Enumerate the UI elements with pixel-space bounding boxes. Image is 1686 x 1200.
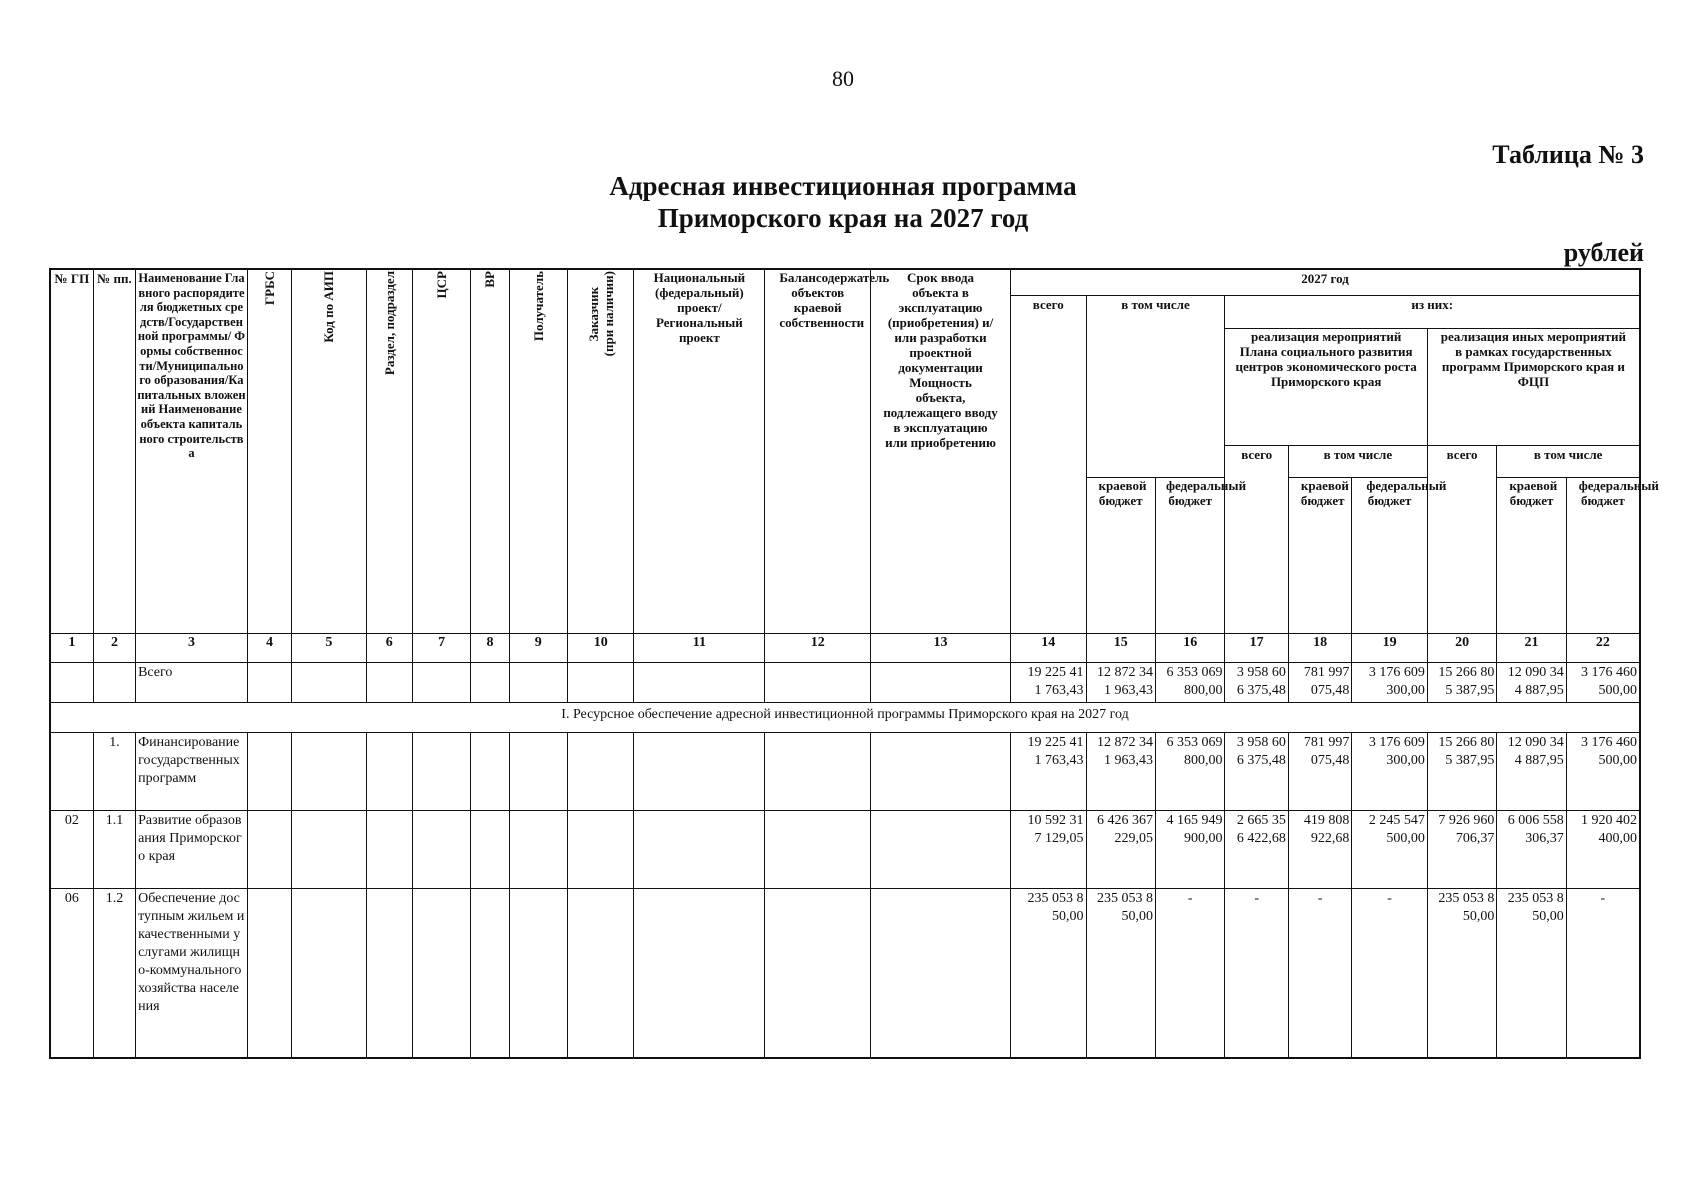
header-poluchatel: Получатель — [530, 271, 546, 342]
header-federalny-total: федеральный бюджет — [1155, 477, 1224, 633]
row1-v1-line1: 6 426 367 — [1096, 812, 1153, 828]
row0-v8-line2: 500,00 — [1598, 752, 1637, 768]
header-razdel: Раздел, подраздел — [381, 271, 397, 376]
row1-v6-line1: 7 926 960 — [1438, 812, 1495, 828]
table-row — [50, 810, 1640, 888]
row-value-cell — [1427, 888, 1496, 1058]
document-title-line-2: Приморского края на 2027 год — [657, 203, 1029, 233]
col-num-12: 12 — [765, 633, 871, 662]
total-v8-line1: 3 176 460 — [1581, 664, 1637, 680]
total-value-cell — [1011, 662, 1087, 702]
col-num-4: 4 — [247, 633, 291, 662]
col-num-15: 15 — [1086, 633, 1155, 662]
investment-program-table — [49, 268, 1659, 1059]
total-row — [50, 662, 1640, 702]
row-value-cell — [1011, 888, 1087, 1058]
header-no-gp: № ГП — [50, 269, 93, 633]
section-title: I. Ресурсное обеспечение адресной инвестиционной программы Приморского края на 2027 год — [50, 702, 1640, 732]
row1-v5-line1: 2 245 547 — [1368, 812, 1425, 828]
row2-v0-line2: 50,00 — [1052, 908, 1084, 924]
row0-v7-line2: 4 887,95 — [1514, 752, 1564, 768]
total-v6-line2: 5 387,95 — [1445, 682, 1495, 698]
total-value-cell — [1086, 662, 1155, 702]
row0-v2-line2: 800,00 — [1183, 752, 1223, 768]
row0-v4-line1: 781 997 — [1303, 734, 1350, 750]
total-v1-line1: 12 872 34 — [1096, 664, 1153, 680]
row1-v3-line1: 2 665 35 — [1236, 812, 1286, 828]
row-value-cell — [1225, 888, 1288, 1058]
row1-v4-line1: 419 808 — [1303, 812, 1350, 828]
row0-v2-line1: 6 353 069 — [1166, 734, 1223, 750]
header-zakazchik — [586, 271, 616, 356]
row-value-cell — [1011, 732, 1087, 810]
row0-v7-line1: 12 090 34 — [1507, 734, 1564, 750]
row-name: Развитие образования Приморского края — [136, 810, 248, 888]
header-kod-aip: Код по АИП — [321, 271, 337, 343]
header-vsego-plan: всего — [1225, 445, 1288, 633]
row-value-cell — [1086, 888, 1155, 1058]
row1-v3-line2: 6 422,68 — [1236, 830, 1286, 846]
row2-v1-line2: 50,00 — [1121, 908, 1153, 924]
total-v8-line2: 500,00 — [1598, 682, 1637, 698]
row0-v5-line2: 300,00 — [1386, 752, 1425, 768]
total-v1-line2: 1 963,43 — [1103, 682, 1153, 698]
col-num-7: 7 — [412, 633, 470, 662]
total-value-cell — [1155, 662, 1224, 702]
table-label: Таблица № 3 — [1492, 140, 1644, 169]
row-value-cell — [1288, 888, 1351, 1058]
row2-v4: - — [1317, 890, 1323, 906]
total-value-cell — [1497, 662, 1566, 702]
row2-v7-line1: 235 053 8 — [1507, 890, 1564, 906]
row-pp: 1.2 — [93, 888, 135, 1058]
row0-v0-line2: 1 763,43 — [1034, 752, 1084, 768]
col-num-18: 18 — [1288, 633, 1351, 662]
row1-v0-line2: 7 129,05 — [1034, 830, 1084, 846]
col-num-2: 2 — [93, 633, 135, 662]
row0-v3-line1: 3 958 60 — [1236, 734, 1286, 750]
header-year: 2027 год — [1011, 269, 1641, 295]
row-value-cell — [1352, 888, 1428, 1058]
row-value-cell — [1155, 810, 1224, 888]
total-value-cell — [1225, 662, 1288, 702]
row0-v1-line1: 12 872 34 — [1096, 734, 1153, 750]
row0-v3-line2: 6 375,48 — [1236, 752, 1286, 768]
header-federalny-plan: федеральный бюджет — [1352, 477, 1428, 633]
header-name: Наименование Главного распорядителя бюджетных средств/Государственной программы/ Формы собственности/Муниципального образования/Капитальных вложений Наименование объекта капитального строительства — [136, 269, 248, 633]
row-value-cell — [1086, 732, 1155, 810]
header-kraevoy-total: краевой бюджет — [1086, 477, 1155, 633]
row-value-cell — [1497, 810, 1566, 888]
row1-v2-line1: 4 165 949 — [1166, 812, 1223, 828]
row-value-cell — [1497, 732, 1566, 810]
header-csr-cell — [412, 269, 470, 633]
col-num-6: 6 — [366, 633, 412, 662]
row2-v8: - — [1600, 890, 1606, 906]
col-num-8: 8 — [471, 633, 509, 662]
header-grbs: ГРБС — [261, 271, 277, 306]
total-v3-line2: 6 375,48 — [1236, 682, 1286, 698]
row2-v3: - — [1254, 890, 1259, 906]
col-num-10: 10 — [567, 633, 633, 662]
total-label: Всего — [136, 662, 248, 702]
header-federalny-inyh: федеральный бюджет — [1566, 477, 1640, 633]
row-value-cell — [1288, 732, 1351, 810]
row1-v2-line2: 900,00 — [1183, 830, 1223, 846]
total-v7-line1: 12 090 34 — [1507, 664, 1564, 680]
header-kraevoy-plan: краевой бюджет — [1288, 477, 1351, 633]
row-gp: 02 — [50, 810, 93, 888]
row-value-cell — [1225, 732, 1288, 810]
row-gp — [50, 732, 93, 810]
row2-v6-line2: 50,00 — [1462, 908, 1495, 924]
total-v2-line1: 6 353 069 — [1166, 664, 1223, 680]
row-name: Финансирование государственных программ — [136, 732, 248, 810]
row2-v7-line2: 50,00 — [1532, 908, 1564, 924]
row-value-cell — [1427, 810, 1496, 888]
header-inyh-meropriyatiy: реализация иных мероприятий в рамках государственных программ Приморского края и ФЦП — [1427, 328, 1640, 445]
col-num-21: 21 — [1497, 633, 1566, 662]
total-v0-line2: 1 763,43 — [1034, 682, 1084, 698]
column-number-row — [50, 633, 1640, 662]
row-value-cell — [1427, 732, 1496, 810]
header-vr: ВР — [482, 271, 498, 288]
header-grbs-cell — [247, 269, 291, 633]
row0-v1-line2: 1 963,43 — [1103, 752, 1153, 768]
header-no-pp: № пп. — [93, 269, 135, 633]
row-gp: 06 — [50, 888, 93, 1058]
header-v-tom-chisle-plan: в том числе — [1288, 445, 1427, 477]
total-pp — [93, 662, 135, 702]
row-value-cell — [1155, 732, 1224, 810]
header-v-tom-chisle-total: в том числе — [1086, 295, 1225, 477]
header-balans: Балансодержатель объектов краевой собственности — [765, 269, 871, 633]
document-title — [0, 170, 1686, 234]
row2-v2: - — [1187, 890, 1193, 906]
col-num-20: 20 — [1427, 633, 1496, 662]
row2-v6-line1: 235 053 8 — [1438, 890, 1495, 906]
total-value-cell — [1427, 662, 1496, 702]
header-kraevoy-inyh: краевой бюджет — [1497, 477, 1566, 633]
col-num-1: 1 — [50, 633, 93, 662]
total-v0-line1: 19 225 41 — [1027, 664, 1084, 680]
row-value-cell — [1086, 810, 1155, 888]
row-value-cell — [1011, 810, 1087, 888]
row-value-cell — [1352, 732, 1428, 810]
header-iz-nih: из них: — [1225, 295, 1640, 328]
header-zakazchik-cell — [567, 269, 633, 633]
col-num-16: 16 — [1155, 633, 1224, 662]
header-plan-socialnogo: реализация мероприятий Плана социального развития центров экономического роста Приморского края — [1225, 328, 1427, 445]
col-num-5: 5 — [292, 633, 367, 662]
row0-v0-line1: 19 225 41 — [1027, 734, 1084, 750]
page-number: 80 — [832, 66, 854, 91]
col-num-22: 22 — [1566, 633, 1640, 662]
header-v-tom-chisle-inyh: в том числе — [1497, 445, 1640, 477]
total-v4-line2: 075,48 — [1310, 682, 1350, 698]
row1-v8-line2: 400,00 — [1598, 830, 1637, 846]
row1-v7-line1: 6 006 558 — [1507, 812, 1564, 828]
row-value-cell — [1566, 888, 1640, 1058]
row2-v5: - — [1387, 890, 1392, 906]
units-label: рублей — [1563, 238, 1644, 267]
col-num-9: 9 — [509, 633, 567, 662]
total-v2-line2: 800,00 — [1183, 682, 1223, 698]
row-value-cell — [1566, 810, 1640, 888]
row1-v0-line1: 10 592 31 — [1027, 812, 1084, 828]
header-razdel-cell — [366, 269, 412, 633]
total-gp — [50, 662, 93, 702]
row0-v8-line1: 3 176 460 — [1581, 734, 1637, 750]
total-v6-line1: 15 266 80 — [1438, 664, 1495, 680]
col-num-3: 3 — [136, 633, 248, 662]
total-v5-line1: 3 176 609 — [1368, 664, 1425, 680]
col-num-14: 14 — [1011, 633, 1087, 662]
header-vsego-inyh: всего — [1427, 445, 1496, 633]
section-row — [50, 702, 1640, 732]
row2-v0-line1: 235 053 8 — [1027, 890, 1084, 906]
row-value-cell — [1352, 810, 1428, 888]
total-v4-line1: 781 997 — [1303, 664, 1350, 680]
row-pp: 1. — [93, 732, 135, 810]
total-value-cell — [1352, 662, 1428, 702]
col-num-13: 13 — [871, 633, 1011, 662]
total-value-cell — [1288, 662, 1351, 702]
header-zakazchik-line-1: Заказчик — [585, 286, 601, 341]
row1-v8-line1: 1 920 402 — [1581, 812, 1637, 828]
row2-v1-line1: 235 053 8 — [1096, 890, 1153, 906]
row-pp: 1.1 — [93, 810, 135, 888]
header-vr-cell — [471, 269, 509, 633]
col-num-19: 19 — [1352, 633, 1428, 662]
table-row — [50, 732, 1640, 810]
total-v7-line2: 4 887,95 — [1514, 682, 1564, 698]
header-poluchatel-cell — [509, 269, 567, 633]
row-value-cell — [1288, 810, 1351, 888]
total-v3-line1: 3 958 60 — [1236, 664, 1286, 680]
row1-v4-line2: 922,68 — [1310, 830, 1350, 846]
document-title-line-1: Адресная инвестиционная программа — [609, 171, 1077, 201]
table-row — [50, 888, 1640, 1058]
header-vsego-total: всего — [1011, 295, 1087, 633]
row1-v1-line2: 229,05 — [1114, 830, 1153, 846]
header-zakazchik-line-2: (при наличии) — [600, 271, 616, 357]
header-kod-aip-cell — [292, 269, 367, 633]
col-num-17: 17 — [1225, 633, 1288, 662]
row-value-cell — [1155, 888, 1224, 1058]
row-value-cell — [1497, 888, 1566, 1058]
header-csr: ЦСР — [434, 271, 450, 299]
total-value-cell — [1566, 662, 1640, 702]
col-num-11: 11 — [634, 633, 765, 662]
row0-v4-line2: 075,48 — [1310, 752, 1350, 768]
row0-v5-line1: 3 176 609 — [1368, 734, 1425, 750]
header-nac-proekt: Национальный (федеральный) проект/ Региональный проект — [634, 269, 765, 633]
header-srok: Срок ввода объекта в эксплуатацию (приобретения) и/или разработки проектной документации Мощность объекта, подлежащего вводу в эксплуатацию или приобретению — [871, 269, 1011, 633]
row1-v6-line2: 706,37 — [1455, 830, 1495, 846]
row0-v6-line1: 15 266 80 — [1438, 734, 1495, 750]
row0-v6-line2: 5 387,95 — [1445, 752, 1495, 768]
row1-v5-line2: 500,00 — [1386, 830, 1425, 846]
row-value-cell — [1225, 810, 1288, 888]
row1-v7-line2: 306,37 — [1525, 830, 1564, 846]
row-value-cell — [1566, 732, 1640, 810]
total-v5-line2: 300,00 — [1386, 682, 1425, 698]
row-name: Обеспечение доступным жильем и качественными услугами жилищно-коммунального хозяйства населения — [136, 888, 248, 1058]
